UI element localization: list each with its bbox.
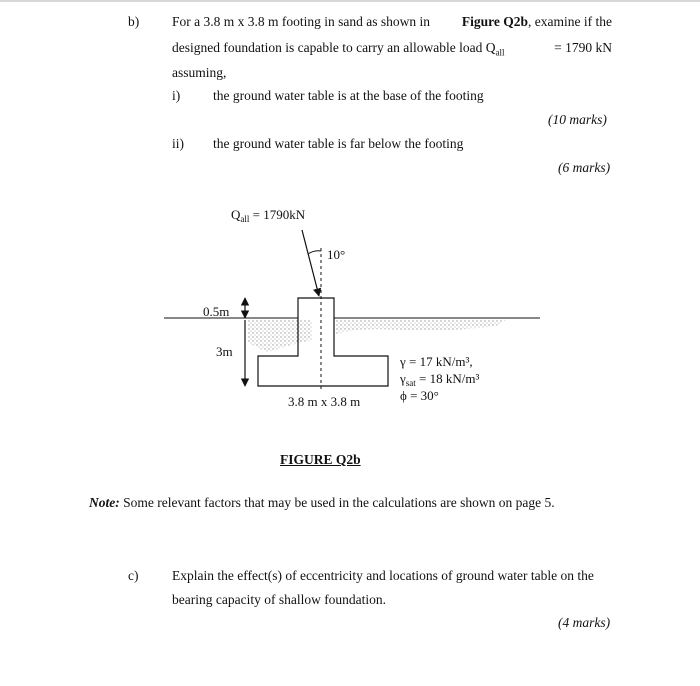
sand-left [248,320,312,352]
friction-angle-label: ϕ = 30° [400,388,439,403]
angle-label: 10° [327,247,346,262]
q-b-line1-post: , examine if the [528,14,612,29]
load-label: $Q_{all} = 1790kN$ [231,207,306,224]
question-b-line-3: assuming, [172,65,227,80]
q-b-line2-post: = 1790 kN [554,40,612,55]
question-c-marks: (4 marks) [558,615,611,630]
note-text: Some relevant factors that may be used in the calculations are shown on page 5. [119,495,555,510]
inclined-load-arrow [302,230,319,296]
figure-caption: FIGURE Q2b [280,452,361,467]
note [89,495,555,511]
angle-arc [308,251,321,254]
sub-i-text: the ground water table is at the base of the footing [213,88,484,103]
footing-dimensions-label: 3.8 m x 3.8 m [288,394,361,409]
figure-reference: Figure Q2b [461,14,529,29]
note-label: Note: [89,495,120,510]
sub-ii-marks: (6 marks) [558,160,611,175]
q-b-line1-pre: For a 3.8 m x 3.8 m footing in sand as shown in [172,14,430,29]
depth-label-3m: 3m [216,344,233,359]
q-b-line2-pre: designed foundation is capable to carry an allowable load Q [172,40,496,55]
unit-weight-label: γ = 17 kN/m³, [400,354,473,369]
sand-right [336,320,506,334]
saturated-unit-weight-label: $\gamma_{sat} = 18$ kN/m³ [400,371,480,388]
question-b-label: b) [128,14,140,29]
question-c-line-2: bearing capacity of shallow foundation. [172,592,387,607]
sub-ii-text: the ground water table is far below the footing [213,136,464,151]
sub-ii-label: ii) [172,136,184,151]
sub-i-marks: (10 marks) [548,112,607,127]
q-all-subscript: all [495,47,505,58]
question-c-line-1: Explain the effect(s) of eccentricity and locations of ground water table on the [172,568,594,583]
question-c-label: c) [128,568,139,583]
sub-i-label: i) [172,88,181,103]
depth-label-0-5m: 0.5m [203,304,230,319]
